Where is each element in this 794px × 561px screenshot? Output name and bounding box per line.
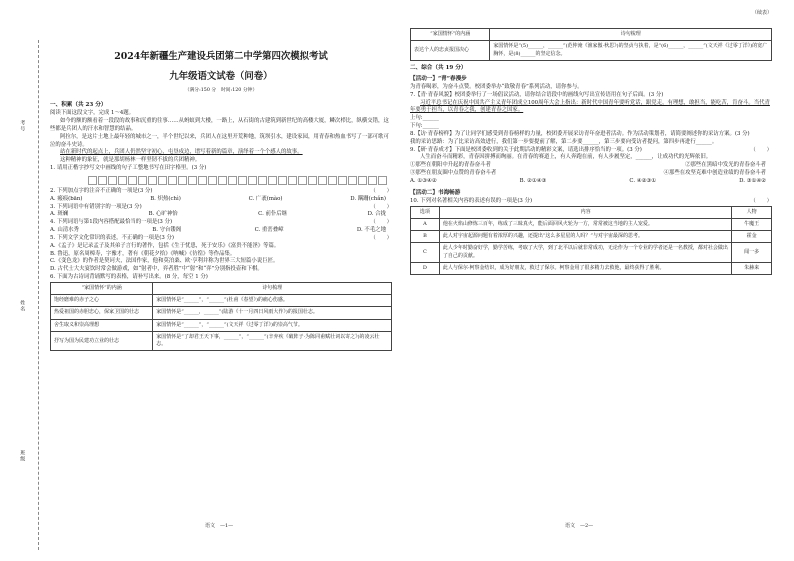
exam-title: 2024年新疆生产建设兵团第二中学第四次模拟考试: [114, 51, 328, 62]
sentence-option: ②那些在黑暗中发光的青春奋斗者: [685, 162, 766, 169]
option[interactable]: D. 蹒跚(chǎn): [350, 195, 386, 202]
question-5: 5. 下列文学文化常识的表述，不正确的一项是(3 分) （ ）: [50, 234, 392, 241]
question-3: 3. 下列词语中有错别字的一项是(3 分) （ ）: [50, 203, 392, 210]
page-1: [50, 28, 392, 351]
table-row[interactable]: B 此人对宇宙起源问题有着浓厚的兴趣，还提出“这么多星星的人吗？”与对宇宙最深的思考。 霍金: [411, 231, 772, 243]
activity-1-heading: 【活动一】“青”春漫步: [410, 75, 467, 82]
page-2: [410, 10, 772, 275]
question-1: 1. 请用正楷字抄写文中画线的句子工整地书写在田字格里。(3 分): [50, 165, 207, 172]
option[interactable]: D. 古代士大夫宴饮时常会做游戏，如“射者中，弈者胜”中“射”和“弈”分别指投壶和下棋。: [50, 266, 263, 273]
option[interactable]: D. 不毛之地: [356, 227, 386, 234]
question-7: 7.【青·青春风貌】校团委举行了一场倡议活动，请你结合语段中的画线句写出宣传语用在句子后面。(3 分): [410, 91, 664, 98]
option[interactable]: A. 瘢痕(bān): [50, 195, 83, 202]
passage-paragraph-2: 阿拉尔，是这片土地上最年轻的城市之一，半个世纪以来，兵团人在这里开荒种地，筑坝引水，建设家园，用青春和热血书写了一部可歌可泣的奋斗史诗。: [50, 133, 389, 148]
question-2-options: [50, 196, 392, 204]
novel-table: [410, 206, 772, 276]
option[interactable]: B. 守台镂阁: [152, 227, 182, 234]
sentence-option: ①那些在朝阳中升起的青春奋斗者: [410, 162, 491, 169]
table-header: “家国情怀”的内涵: [411, 29, 490, 41]
binding-gutter: [0, 0, 30, 561]
option[interactable]: C. 重峦叠嶂: [254, 227, 284, 234]
activity-1-intro: 为青春喝彩，为奋斗点赞。校团委举办“致敬青春”系列活动，请你参与。: [410, 83, 583, 90]
passage-paragraph-1: 如今的额的额看着一段段的故事和沉重的往事……从蚂蚁到大楼，一路上，从石街的古建筑到新世纪的高楼大厦，鳞次栉比，纵横交错，这些都是兵团人的汗水和智慧的结晶。: [50, 118, 389, 132]
question-10: 10. 下列对名著相关内容的表述有误的一项是(3 分) （ ）: [410, 197, 772, 204]
gutter-label-exam-number: 考号: [19, 120, 26, 132]
table-header: 诗句梳理: [153, 282, 392, 294]
table-row: 抒写为国为民建功立业的壮志 家国情怀是“了却君王天下事，______”，“______”(辛弃疾《破阵子·为陈同甫赋壮词以寄之》)的凌云壮志。: [51, 331, 392, 351]
page-1-footer: 语文 —1—: [205, 523, 234, 529]
sentence-option: ④那些在攻坚克难中创造业绩的青春奋斗者: [663, 170, 766, 177]
option[interactable]: D. ③①④②: [739, 177, 766, 184]
exam-meta: （满分:150 分 时间:120 分钟）: [184, 88, 258, 94]
option[interactable]: C.《变色龙》的作者是契诃夫，法国作家，他和莫泊桑、欧·亨利并称为世界三大短篇小说巨匠。: [50, 258, 279, 265]
question-8-text[interactable]: 我的采访思路：为了比采访高效进行，我们第一步要提前了解，第二步要______，第三步要向受访者提问，第四步再进行______。: [410, 138, 718, 145]
table-row: 表达个人的忠贞报国决心 家国情怀是“(5)______，______”(范仲淹《渔家傲·秋思》)的坚贞与执着，是“(6)______，______”(文天祥《过零丁洋》)的宽广胸怀，是(8)______的坚定信念。: [411, 41, 772, 61]
question-4: 4. 下列词语与第1段内容搭配最恰当的一项是(3 分) （ ）: [50, 219, 392, 226]
option[interactable]: B. 炽热(chì): [150, 195, 181, 202]
table-header: 内容: [439, 206, 731, 218]
exam-subtitle: 九年级语文试卷（问卷）: [169, 70, 273, 82]
option[interactable]: A. 斑斓: [50, 211, 69, 218]
passage-paragraph-3: 站在新时代的起点上，兵团人仍然坚守初心，屯垦戍边，谱写着新的篇章，演绎着一个个感人的故事。: [60, 149, 303, 156]
binding-line: [38, 40, 39, 550]
section-1-heading: 一、积累（共 23 分）: [50, 102, 107, 109]
option[interactable]: D. 合拢: [367, 211, 386, 218]
table-row[interactable]: C 此人少年时勤奋好学，勤学苦练，考取了大学，到了北平以后就非常成功，无论作为一个专业的学者还是一名教授，都对社会做出了自己的贡献。 闻一多: [411, 243, 772, 263]
option[interactable]: C. 广袤(mào): [248, 195, 283, 202]
option[interactable]: A. 山清水秀: [50, 227, 79, 234]
question-9-text: 人生而奋斗而精彩，青春因拼搏而绚丽。在青春的赛道上，有人奔跑在前，有人步履坚定，______，让成功代的光辉依旧。: [420, 154, 712, 161]
activity-2-heading: 【活动二】书海畅游: [410, 189, 461, 196]
table-row: 饱经磨难的赤子之心 家国情怀是“______”，“______”(杜甫《春望》)的痛心伤感。: [51, 295, 392, 307]
table-header: “家国情怀”的内涵: [51, 282, 153, 294]
question-7-answer-lower[interactable]: 下句:______: [410, 123, 439, 130]
section-2-heading: 二、综合（共 19 分）: [410, 64, 467, 71]
option[interactable]: A.《孟子》是记录孟子及其弟子言行的著作，包括《生于忧患，死于安乐》《富贵不能淫》等篇。: [50, 242, 280, 249]
table-row[interactable]: D 此人与保尔·柯察金结识，成为好朋友，救过了保尔。柯察金用了很多精力去救他，最终获得了胜利。 朱赫来: [411, 262, 772, 274]
question-9: 9.【研·青春成才】下面是校团委收到的关于此期活动的精彩文案，请选出排序恰当的一项。(3 分) （ ）: [410, 146, 772, 153]
gutter-label-name: 姓名: [19, 300, 26, 312]
poetry-table-1: [50, 282, 392, 352]
question-7-answer-upper[interactable]: 上句:______: [410, 115, 439, 122]
table-header: 诗句梳理: [490, 29, 772, 41]
table-row: 舍生取义和崇高理想 家国情怀是“______”，“______”(文天祥《过零丁洋》)的崇高气节。: [51, 319, 392, 331]
option[interactable]: B. 心旷神怡: [148, 211, 178, 218]
question-2: 2. 下列加点字的注音不正确的一项是(3 分) （ ）: [50, 187, 392, 194]
question-9-choices: [410, 178, 772, 186]
question-6: 6. 下面为古诗词背诵默写的表格，请补写出来。(8 分，每空 1 分): [50, 274, 208, 281]
page-2-footer: 语文 —2—: [565, 523, 594, 529]
table-row: 热爱祖国的赤胆忠心，保家卫国的壮志 家国情怀是“______，______”(陆游《十一月四日风雨大作》)的报国壮志。: [51, 307, 392, 319]
poetry-table-2: [410, 28, 772, 61]
sentence-option: ③那些在朋友圈中点赞的青春奋斗者: [410, 170, 497, 177]
question-8: 8.【访·青春榜样】为了让同学们感受到青春榜样的力量，校团委开展采访青年奋进者活动。作为活动策划者，请简要阐述你的采访方案。(3 分): [410, 130, 750, 137]
reading-intro: 阅读下面这段文字，完成 1～4题。: [50, 110, 135, 117]
option[interactable]: A. ①③④②: [410, 177, 437, 184]
option[interactable]: B. ②①④③: [519, 177, 547, 184]
gutter-label-class: 班级: [19, 450, 26, 462]
question-9-sentences-a: [410, 162, 772, 170]
table-row[interactable]: A 他在火焰山修炼三百年，练成了三昧真火，能后面回风火轮为一方，常常被这当地的主人宠爱。 牛魔王: [411, 218, 772, 230]
continued-table-label: （续表）: [751, 10, 772, 16]
question-4-options: [50, 227, 392, 235]
passage-paragraph-4: 这种精神的象征，就是那胡杨林一样坚韧不拔的兵团精神。: [60, 157, 201, 164]
option[interactable]: C. ④②③①: [629, 177, 657, 184]
question-9-sentences-b: [410, 170, 772, 178]
writing-grid[interactable]: [88, 176, 392, 185]
table-header: 选项: [411, 206, 440, 218]
question-7-quote: 习近平总书记在庆祝中国共产主义青年团成立100周年大会上指出：新时代中国青年要听党话，跟党走，有理想，敢担当，能吃苦，肯奋斗。当代青年要勇于担当，以青春之我，创建青春之国家。: [410, 99, 770, 114]
option[interactable]: B. 鲁迅，原名周樟寿，字豫才，著有《朝花夕拾》《呐喊》《彷徨》等作品集。: [50, 250, 236, 257]
option[interactable]: C. 前仆后继: [258, 211, 288, 218]
table-header: 人物: [732, 206, 772, 218]
